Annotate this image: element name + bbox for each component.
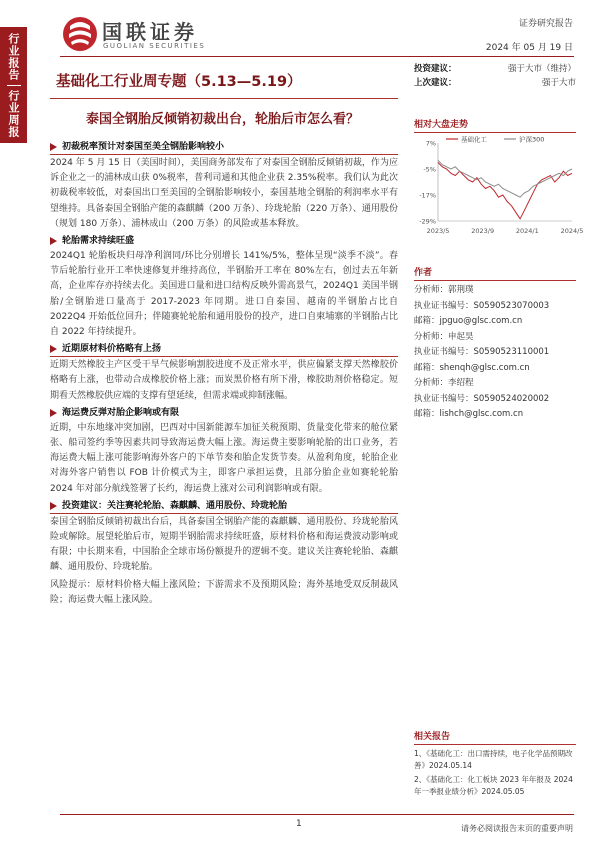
legend-label: 基础化工 (461, 135, 487, 144)
related-item[interactable]: 2、《基础化工：化工板块 2023 年年报及 2024 年一季报业绩分析》2024.05.05 (414, 775, 573, 796)
analyst-email: 邮箱：jpguo@glsc.com.cn (414, 316, 523, 326)
y-tick-label: -29% (419, 217, 436, 226)
sidebar (414, 62, 584, 423)
authors-heading: 作者 (414, 266, 576, 281)
analyst-name: 分析师：申起昊 (414, 331, 474, 342)
doc-type-label: 证券研究报告 (518, 19, 573, 29)
section-paragraph: 2024Q1 轮胎板块归母净利润同/环比分别增长 141%/5%，整体呈现“淡季不淡”。春节后轮胎行业开工率快速修复并维持高位，半钢胎开工率在 80%左右，创过去五年新高，企业库存亦持续去化。美国进口量和进口结构反映外需高景气，2024Q1 美国半钢胎/全钢胎进口量高于 2017-2023 年同期。进口自泰国、越南的半钢胎占比自 2022Q4 开始低位回升；伴随赛轮轮胎和通用股份的投产，进口自柬埔寨的半钢胎占比自 2022 年持续提升。 (50, 251, 398, 338)
related-reports (414, 730, 576, 798)
risk-warning: 风险提示：原材料价格大幅上涨风险；下游需求不及预期风险；海外基地受双反制裁风险；海运费大幅上涨风险。 (50, 579, 398, 605)
footer-divider (60, 814, 574, 815)
related-item[interactable]: 1、《基础化工：出口需持续，电子化学品预期改善》2024.05.14 (414, 749, 573, 770)
section-heading: 初裁税率预计对泰国至美全钢胎影响较小 (50, 140, 398, 155)
analyst-name: 分析师：李绍程 (414, 378, 474, 388)
section-heading: 投资建议：关注赛轮轮胎、森麒麟、通用股份、玲珑轮胎 (50, 499, 398, 514)
x-tick-label: 2023/5 (426, 227, 450, 235)
banner-industry-report: 行业报告 (7, 33, 20, 81)
report-date: 2024 年 05 月 19 日 (485, 43, 573, 53)
report-type-banner (0, 27, 27, 143)
analyst-cert: 执业证书编号：S0590523070003 (414, 300, 550, 311)
series-line (438, 163, 572, 219)
header-divider (60, 56, 574, 57)
prev-rating-label: 上次建议： (414, 78, 457, 88)
logo-name-en: GUOLIAN SECURITIES (103, 42, 206, 50)
y-tick-label: -17% (419, 191, 436, 200)
x-tick-label: 2024/1 (515, 227, 539, 235)
banner-industry-weekly: 行业周报 (7, 90, 20, 138)
banner-separator (7, 85, 21, 86)
section-heading: 轮胎需求持续旺盛 (50, 234, 398, 248)
report-body (50, 140, 398, 610)
report-subtitle: 泰国全钢胎反倾销初裁出台，轮胎后市怎么看？ (86, 112, 360, 127)
disclaimer-note: 请务必阅读报告末页的重要声明 (461, 824, 573, 833)
y-tick-label: 7% (425, 139, 436, 148)
section-heading: 海运费反弹对胎企影响或有限 (50, 406, 398, 420)
section-heading: 近期原材料价格略有上扬 (50, 342, 398, 357)
analyst-email: 邮箱：lishch@glsc.com.cn (414, 409, 524, 419)
x-tick-label: 2024/5 (560, 227, 584, 235)
prev-rating-value: 强于大市 (541, 78, 576, 88)
analyst-name: 分析师：郭荆璞 (414, 285, 474, 295)
section-paragraph: 2024 年 5 月 15 日（美国时间），美国商务部发布了对泰国全钢胎反倾销初裁，作为应诉企业之一的浦林成山获 0%税率，普利司通和其他企业获 2.35%税率。我们认为此次初裁税率较低，对泰国出口至美国的全钢胎影响较小，泰国基地全钢胎的利润率水平有望维持。具备泰国全钢胎产能的森麒麟（200 万条）、玲珑轮胎（220 万条）、通用股份（规划 180 万条）、浦林成山（200 万条）的风险或基本释放。 (50, 158, 398, 229)
trend-heading: 相对大盘走势 (414, 118, 576, 133)
title-divider (50, 98, 398, 99)
prev-rating-row (414, 76, 576, 90)
section-paragraph: 泰国全钢胎反倾销初裁出台后，具备泰国全钢胎产能的森麒麟、通用股份、玲珑轮胎风险或解除。展望轮胎后市，短期半钢胎需求持续旺盛，原材料价格和海运费波动影响或有限；中长期来看，中国胎企全球市场份额提升的逻辑不变。建议关注赛轮轮胎、森麒麟、通用股份、玲珑轮胎。 (50, 516, 398, 573)
logo-name-cn: 国联证券 (102, 20, 198, 44)
related-heading: 相关报告 (414, 730, 576, 745)
section-paragraph: 近期，中东地缘冲突加剧，巴西对中国新能源车加征关税预期、货量变化带来的舱位紧张、船司签约季等因素共同导致海运费大幅上涨。海运费主要影响轮胎的出口业务，若海运费大幅上涨可能影响海外客户的下单节奏和胎企发货节奏。从盈利角度，轮胎企业对海外客户销售以 FOB 计价模式为主，即客户承担运费，且部分胎企业如赛轮轮胎 2024 年对部分航线签署了长约，海运费上涨对公司利润影响或有限。 (50, 422, 398, 494)
relative-trend-chart (414, 133, 584, 237)
rating-label: 投资建议： (414, 64, 457, 74)
rating-row (414, 62, 576, 76)
page-number: 1 (296, 819, 302, 829)
analyst-cert: 执业证书编号：S0590524020002 (414, 393, 550, 404)
analyst-email: 邮箱：shenqh@glsc.com.cn (414, 362, 530, 373)
report-title: 基础化工行业周专题（5.13—5.19） (56, 74, 302, 90)
rating-value: 强于大市（维持） (507, 64, 576, 74)
analyst-cert: 执业证书编号：S0590523110001 (414, 347, 550, 357)
legend-label: 沪深300 (519, 135, 545, 144)
x-tick-label: 2023/9 (471, 227, 495, 235)
series-line (438, 160, 572, 197)
y-tick-label: -5% (423, 165, 436, 174)
section-paragraph: 近期天然橡胶主产区受干旱气候影响割胶进度不及正常水平，供应偏紧支撑天然橡胶价格略有上涨，也带动合成橡胶价格上涨；而炭黑价格有所下滑，橡胶助剂价格稳定。短期看天然橡胶供应端的支撑有望延续，但需求端或抑制涨幅。 (50, 360, 398, 401)
